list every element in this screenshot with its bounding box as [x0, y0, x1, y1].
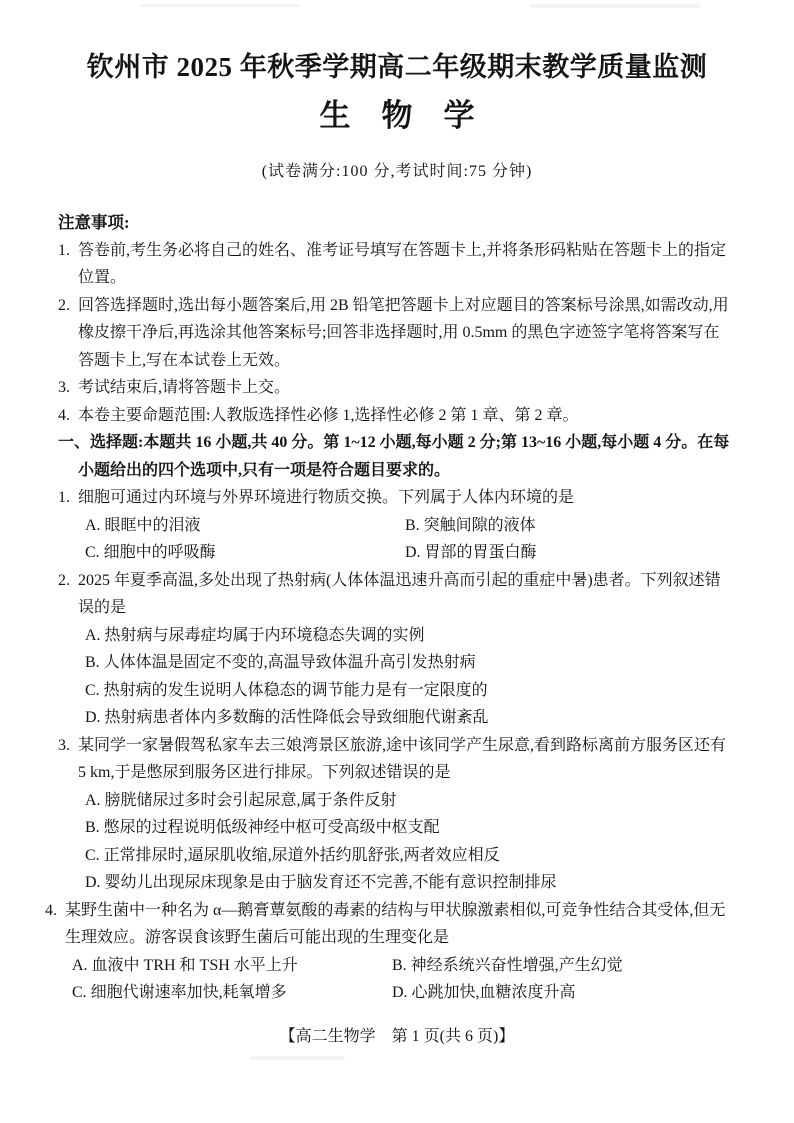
question-options	[58, 622, 735, 732]
option-c: C. 正常排尿时,逼尿肌收缩,尿道外括约肌舒张,两者效应相反	[85, 846, 500, 864]
question-4	[45, 897, 735, 1007]
notice-item-number: 1.	[58, 241, 70, 259]
option-c: C. 热射病的发生说明人体稳态的调节能力是有一定限度的	[85, 681, 488, 699]
question-options	[58, 787, 735, 897]
option-d: D. 婴幼儿出现尿床现象是由于脑发育还不完善,不能有意识控制排尿	[85, 874, 557, 891]
option-b: B. 突触间隙的液体	[405, 516, 536, 534]
notice-item-text: 本卷主要命题范围:人教版选择性必修 1,选择性必修 2 第 1 章、第 2 章。	[78, 406, 579, 424]
notice-item-number: 4.	[58, 406, 70, 424]
option-b: B. 神经系统兴奋性增强,产生幻觉	[392, 956, 623, 974]
question-stem: 细胞可通过内环境与外界环境进行物质交换。下列属于人体内环境的是	[78, 489, 575, 506]
question-2	[58, 567, 735, 732]
question-stem: 2025 年夏季高温,多处出现了热射病(人体体温迅速升高而引起的重症中暑)患者。下列叙述错误的是	[78, 571, 721, 616]
notice-item-text: 回答选择题时,选出每小题答案后,用 2B 铅笔把答题卡上对应题目的答案标号涂黑,如需改动,用橡皮擦干净后,再选涂其他答案标号;回答非选择题时,用 0.5mm 的黑色字迹签字笔将答案写在答题卡上,写在本试卷上无效。	[78, 296, 729, 369]
notice-item-number: 3.	[58, 379, 70, 396]
option-a: A. 膀胱储尿过多时会引起尿意,属于条件反射	[85, 791, 397, 809]
notice-item-text: 考试结束后,请将答题卡上交。	[78, 379, 291, 396]
scan-artifact	[530, 4, 700, 8]
option-c: C. 细胞代谢速率加快,耗氧增多	[72, 984, 287, 1001]
option-a: A. 眼眶中的泪液	[85, 516, 201, 534]
option-d: D. 胃部的胃蛋白酶	[405, 544, 537, 561]
notice-item-1	[58, 237, 735, 292]
question-stem-row	[58, 732, 735, 787]
question-options	[58, 512, 735, 567]
option-a: A. 血液中 TRH 和 TSH 水平上升	[72, 956, 298, 974]
scan-artifact	[250, 1056, 345, 1060]
notice-item-number: 2.	[58, 296, 70, 314]
notice-item-text: 答卷前,考生务必将自己的姓名、准考证号填写在答题卡上,并将条形码粘贴在答题卡上的指定位置。	[78, 241, 727, 286]
question-stem-row	[58, 567, 735, 622]
page-footer: 【高二生物学 第 1 页(共 6 页)】	[279, 1027, 515, 1045]
notice-item-4	[58, 402, 735, 430]
question-number: 3.	[58, 736, 70, 754]
option-c: C. 细胞中的呼吸酶	[85, 544, 216, 561]
question-number: 4.	[45, 901, 57, 919]
section-one-heading: 一、选择题:本题共 16 小题,共 40 分。第 1~12 小题,每小题 2 分;第 13~16 小题,每小题 4 分。在每小题给出的四个选项中,只有一项是符合题目要求的。	[58, 434, 730, 479]
scan-artifact	[140, 4, 300, 7]
paper-body	[45, 209, 735, 1007]
option-d: D. 心跳加快,血糖浓度升高	[392, 984, 576, 1001]
subject-title: 生 物 学	[319, 98, 475, 133]
question-stem-row	[45, 897, 735, 952]
question-number: 1.	[58, 489, 70, 506]
question-stem: 某野生菌中一种名为 α—鹅膏蕈氨酸的毒素的结构与甲状腺激素相似,可竞争性结合其受体,但无生理效应。游客误食该野生菌后可能出现的生理变化是	[65, 901, 726, 946]
question-3	[58, 732, 735, 897]
notice-heading: 注意事项:	[58, 213, 130, 232]
exam-info: (试卷满分:100 分,考试时间:75 分钟)	[261, 163, 533, 180]
notice-item-2	[58, 292, 735, 375]
notice-item-3	[58, 374, 735, 402]
question-1	[58, 484, 735, 567]
page-title: 钦州市 2025 年秋季学期高二年级期末教学质量监测	[86, 52, 708, 82]
question-number: 2.	[58, 571, 70, 589]
question-options	[45, 952, 735, 1007]
option-b: B. 憋尿的过程说明低级神经中枢可受高级中枢支配	[85, 819, 440, 836]
option-a: A. 热射病与尿毒症均属于内环境稳态失调的实例	[85, 626, 425, 644]
question-stem: 某同学一家暑假驾私家车去三娘湾景区旅游,途中该同学产生尿意,看到路标离前方服务区还有 5 km,于是憋尿到服务区进行排尿。下列叙述错误的是	[78, 736, 727, 781]
question-stem-row	[58, 484, 735, 512]
option-d: D. 热射病患者体内多数酶的活性降低会导致细胞代谢紊乱	[85, 709, 489, 726]
option-b: B. 人体体温是固定不变的,高温导致体温升高引发热射病	[85, 654, 476, 671]
